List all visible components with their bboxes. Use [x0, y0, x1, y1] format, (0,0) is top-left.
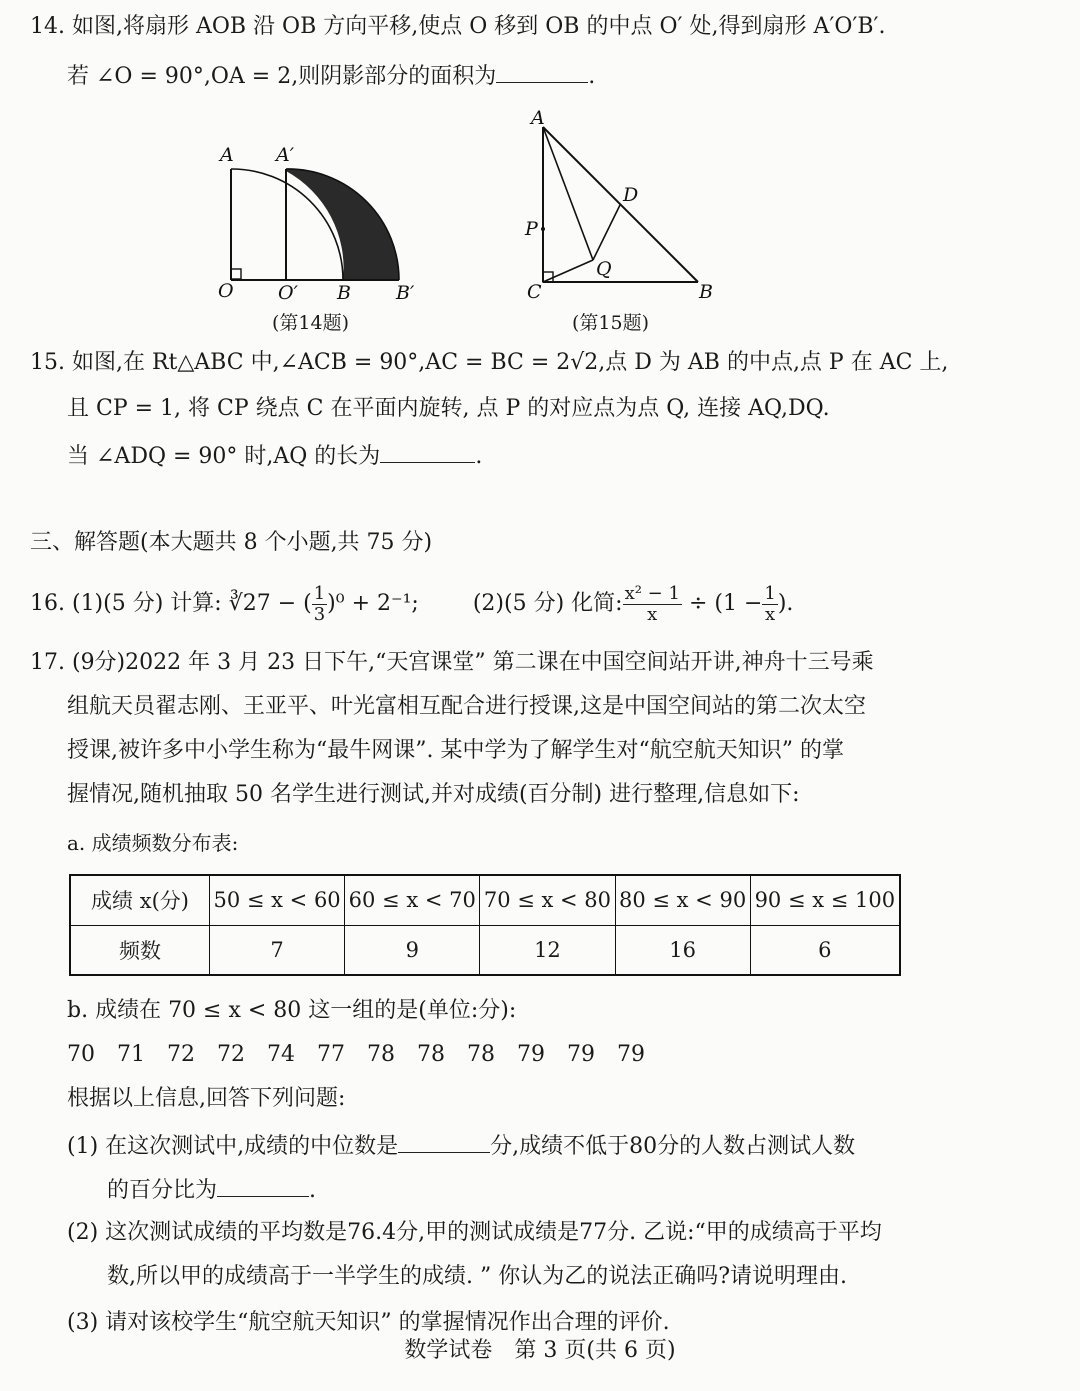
score-value: 78 — [367, 1042, 395, 1067]
table-cell: 6 — [750, 925, 900, 975]
q17-sub1-line2 — [107, 1174, 316, 1206]
frac3-denominator: x — [765, 603, 776, 625]
segment-QD — [593, 205, 620, 260]
table-cell: 16 — [615, 925, 750, 975]
label-P: P — [525, 218, 538, 240]
header-cell: 70 ≤ x < 80 — [480, 875, 615, 925]
q14-answer-blank — [496, 60, 588, 83]
q17-b-label: b. 成绩在 70 ≤ x < 80 这一组的是(单位:分): — [67, 998, 517, 1023]
figure-14 — [200, 135, 440, 310]
frac1-numerator: 1 — [313, 582, 326, 604]
q16-part1: 16. (1)(5 分) 计算: ∛27 − ( — [30, 591, 312, 616]
figure-14-caption: (第14题) — [272, 312, 350, 334]
row-label: 频数 — [70, 925, 210, 975]
q14-line2-text: 若 ∠O = 90°,OA = 2,则阴影部分的面积为 — [67, 64, 497, 89]
header-cell: 90 ≤ x ≤ 100 — [750, 875, 900, 925]
q14-line2-end: . — [588, 64, 596, 89]
q16-part1-tail: )⁰ + 2⁻¹; — [327, 591, 419, 616]
q17-line4: 握情况,随机抽取 50 名学生进行测试,并对成绩(百分制) 进行整理,信息如下: — [67, 782, 800, 807]
q17-line3: 授课,被许多中小学生称为“最牛网课”. 某中学为了解学生对“航空航天知识” 的掌 — [67, 738, 844, 763]
score-value: 71 — [117, 1042, 145, 1067]
median-blank — [398, 1130, 490, 1153]
right-angle-mark — [231, 269, 241, 279]
table-row — [70, 925, 900, 975]
label-B-prime: B′ — [396, 282, 415, 304]
score-value: 79 — [617, 1042, 645, 1067]
fraction-one-third — [312, 584, 327, 625]
percentage-blank — [217, 1174, 309, 1197]
segment-CQ — [543, 260, 593, 282]
q14-line1: 14. 如图,将扇形 AOB 沿 OB 方向平移,使点 O 移到 OB 的中点 O′ 处,得到扇形 A′O′B′. — [30, 14, 886, 39]
frac1-denominator: 3 — [313, 603, 326, 625]
label-Q: Q — [596, 258, 612, 280]
header-cell: 60 ≤ x < 70 — [345, 875, 480, 925]
header-cell: 成绩 x(分) — [70, 875, 210, 925]
score-value: 78 — [417, 1042, 445, 1067]
score-value: 72 — [167, 1042, 195, 1067]
q16-part2: (2)(5 分) 化简: — [472, 591, 623, 616]
segment-AB — [543, 127, 698, 282]
table-cell: 9 — [345, 925, 480, 975]
label-D: D — [623, 184, 639, 206]
q17-line1: 17. (9分)2022 年 3 月 23 日下午,“天宫课堂” 第二课在中国空间站开讲,神舟十三号乘 — [30, 650, 874, 675]
label-C: C — [527, 281, 542, 303]
header-cell: 80 ≤ x < 90 — [615, 875, 750, 925]
q15-line2: 且 CP = 1, 将 CP 绕点 C 在平面内旋转, 点 P 的对应点为点 Q, 连接 AQ,DQ. — [67, 396, 830, 421]
q17-sub2-line1: (2) 这次测试成绩的平均数是76.4分,甲的测试成绩是77分. 乙说:“甲的成绩高于平均 — [67, 1220, 882, 1245]
label-A: A — [531, 107, 545, 129]
q17-sub1-line1 — [67, 1130, 855, 1162]
q15-line3 — [67, 440, 482, 472]
header-cell: 50 ≤ x < 60 — [210, 875, 345, 925]
q17-a-label: a. 成绩频数分布表: — [67, 831, 239, 855]
q17-sub1-line2-text: 的百分比为 — [107, 1178, 218, 1203]
frac3-numerator: 1 — [764, 582, 776, 604]
frequency-table — [69, 874, 901, 976]
q14-line2 — [67, 60, 595, 92]
q17-prompt: 根据以上信息,回答下列问题: — [67, 1086, 346, 1111]
score-value: 78 — [467, 1042, 495, 1067]
frac2-numerator: x² − 1 — [624, 582, 680, 604]
score-value: 79 — [567, 1042, 595, 1067]
q16 — [30, 580, 793, 628]
q15-line3-end: . — [475, 444, 483, 469]
table-cell: 7 — [210, 925, 345, 975]
score-value: 77 — [317, 1042, 345, 1067]
q15-line3-text: 当 ∠ADQ = 90° 时,AQ 的长为 — [67, 444, 381, 469]
q16-mid: ÷ (1 − — [688, 591, 763, 616]
q17-sub1-text: (1) 在这次测试中,成绩的中位数是 — [67, 1134, 399, 1159]
frac2-denominator: x — [647, 603, 658, 625]
label-O-prime: O′ — [278, 282, 298, 304]
score-value: 72 — [217, 1042, 245, 1067]
label-B: B — [337, 282, 351, 304]
figure-15 — [515, 105, 730, 305]
q16-end: ). — [777, 591, 794, 616]
q17-sub1-line2-end: . — [309, 1178, 317, 1203]
table-cell: 12 — [480, 925, 615, 975]
q17-sub3: (3) 请对该校学生“航空航天知识” 的掌握情况作出合理的评价. — [67, 1310, 670, 1335]
score-value: 79 — [517, 1042, 545, 1067]
page-footer: 数学试卷 第 3 页(共 6 页) — [404, 1338, 676, 1363]
q17-b-values — [67, 1040, 645, 1070]
q17-line2: 组航天员翟志刚、王亚平、叶光富相互配合进行授课,这是中国空间站的第二次太空 — [67, 694, 866, 719]
q17-sub2-line2: 数,所以甲的成绩高于一半学生的成绩. ” 你认为乙的说法正确吗?请说明理由. — [107, 1264, 848, 1289]
section-heading: 三、解答题(本大题共 8 个小题,共 75 分) — [30, 530, 433, 555]
point-P — [541, 227, 545, 231]
table-row — [70, 875, 900, 925]
label-A-prime: A′ — [276, 144, 295, 166]
label-O: O — [218, 280, 234, 302]
q15-answer-blank — [380, 440, 475, 463]
figure-15-caption: (第15题) — [572, 312, 650, 334]
label-B: B — [699, 281, 713, 303]
q15-line1: 15. 如图,在 Rt△ABC 中,∠ACB = 90°,AC = BC = 2√2,点 D 为 AB 的中点,点 P 在 AC 上, — [30, 350, 949, 375]
q17-sub1-mid: 分,成绩不低于80分的人数占测试人数 — [490, 1134, 856, 1159]
fraction-1-over-x — [762, 584, 777, 625]
segment-AQ — [543, 127, 593, 260]
score-value: 74 — [267, 1042, 295, 1067]
fraction-x2-1-over-x — [623, 584, 682, 625]
score-value: 70 — [67, 1042, 95, 1067]
label-A: A — [220, 144, 234, 166]
